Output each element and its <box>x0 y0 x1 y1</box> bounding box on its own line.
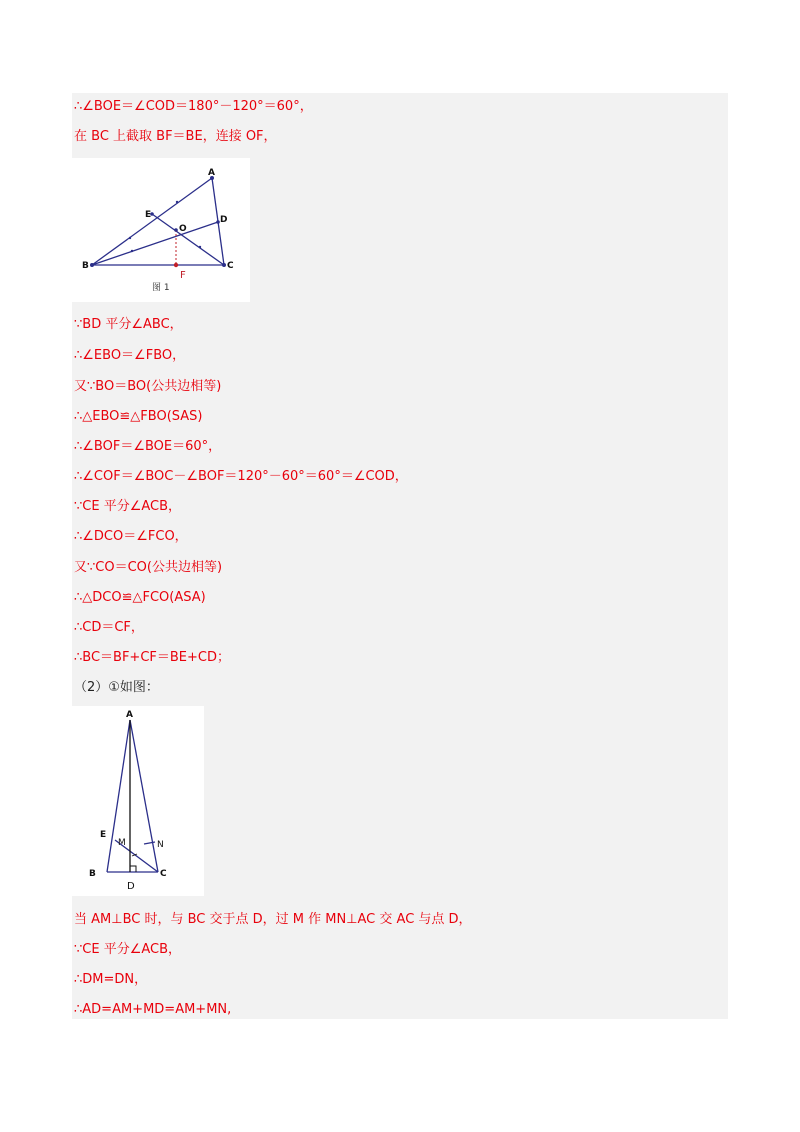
text-line-8: ∴∠COF＝∠BOC－∠BOF＝120°－60°＝60°＝∠COD， <box>74 469 408 484</box>
label-A: A <box>126 710 133 720</box>
text-line-18: ∴DM=DN， <box>74 972 148 987</box>
label-O: O <box>179 224 187 234</box>
text-line-14: ∴BC＝BF+CF＝BE+CD； <box>74 650 230 665</box>
figure-1-caption: 图 1 <box>152 283 170 293</box>
label-B: B <box>82 261 89 271</box>
label-E: E <box>100 830 107 840</box>
text-line-15: （2）①如图： <box>74 680 159 695</box>
label-B: B <box>89 869 96 879</box>
text-line-9: ∵CE 平分∠ACB， <box>74 499 182 514</box>
label-N: N <box>157 840 164 850</box>
text-line-10: ∴∠DCO＝∠FCO， <box>74 529 188 544</box>
figure-2 <box>72 706 204 896</box>
text-line-6: ∴△EBO≌△FBO(SAS) <box>74 409 203 424</box>
label-D: D <box>127 881 135 892</box>
text-line-16: 当 AM⊥BC 时，与 BC 交于点 D，过 M 作 MN⊥AC 交 AC 与点 D， <box>74 912 472 927</box>
label-A: A <box>208 168 215 178</box>
label-C: C <box>227 261 234 271</box>
label-C: C <box>160 869 167 879</box>
text-line-17: ∵CE 平分∠ACB， <box>74 942 182 957</box>
label-E: E <box>145 210 152 220</box>
text-line-11: 又∵CO＝CO(公共边相等) <box>74 560 223 575</box>
figure-1 <box>72 158 250 302</box>
label-F: F <box>180 270 186 281</box>
text-line-12: ∴△DCO≌△FCO(ASA) <box>74 590 206 605</box>
text-line-19: ∴AD=AM+MD=AM+MN, <box>74 1002 232 1017</box>
text-line-3: ∵BD 平分∠ABC， <box>74 317 183 332</box>
label-D: D <box>220 215 228 225</box>
text-line-13: ∴CD＝CF， <box>74 620 144 635</box>
text-line-4: ∴∠EBO＝∠FBO， <box>74 348 186 363</box>
label-M: M <box>118 838 126 848</box>
text-line-2: 在 BC 上截取 BF＝BE，连接 OF， <box>74 129 277 144</box>
text-line-7: ∴∠BOF＝∠BOE＝60°， <box>74 439 222 454</box>
text-line-5: 又∵BO＝BO(公共边相等) <box>74 379 222 394</box>
text-line-1: ∴∠BOE＝∠COD＝180°－120°＝60°， <box>74 99 313 114</box>
